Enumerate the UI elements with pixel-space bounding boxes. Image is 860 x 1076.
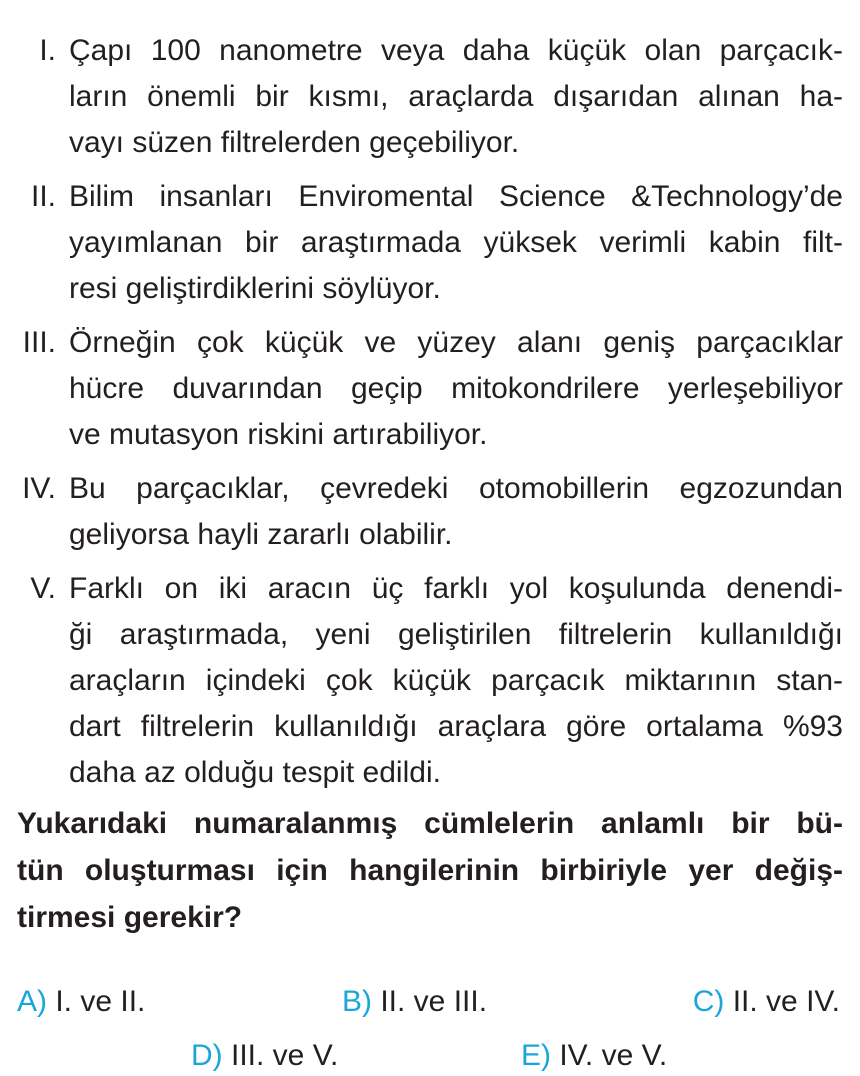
option-text: III. ve V. <box>231 1039 339 1072</box>
option-text: I. ve II. <box>55 985 146 1018</box>
option-text: IV. ve V. <box>559 1039 668 1072</box>
statement-line: geliyorsa hayli zararlı olabilir. <box>69 518 453 551</box>
question-line: tün oluşturması için hangilerinin birbiriyle yer değiş- <box>17 854 843 887</box>
statement-line: yayımlanan bir araştırmada yüksek verimli kabin filt- <box>69 226 843 259</box>
option-letter: A) <box>17 985 47 1018</box>
option-text: II. ve IV. <box>732 985 840 1018</box>
statement-line: Bilim insanları Enviromental Science &Technology’de <box>69 180 843 213</box>
option-c[interactable] <box>693 982 840 1022</box>
option-a[interactable] <box>17 982 145 1022</box>
option-letter: E) <box>521 1039 551 1072</box>
statement-line: ların önemli bir kısmı, araçlarda dışarıdan alınan ha- <box>69 80 843 113</box>
statement-line: vayı süzen filtrelerden geçebiliyor. <box>69 126 520 159</box>
option-letter: C) <box>692 985 725 1018</box>
option-text: II. ve III. <box>380 985 488 1018</box>
option-b[interactable] <box>342 982 487 1022</box>
option-letter: D) <box>191 1039 223 1072</box>
statement-number: III. <box>22 326 56 359</box>
option-e[interactable] <box>521 1036 667 1076</box>
statement-1 <box>0 28 860 166</box>
statement-line: ği araştırmada, yeni geliştirilen filtrelerin kullanıldığı <box>69 618 843 651</box>
statement-line: resi geliştirdiklerini söylüyor. <box>69 272 441 305</box>
statement-line: hücre duvarından geçip mitokondrilere yerleşebiliyor <box>69 372 843 405</box>
statement-number: V. <box>30 572 56 605</box>
question-line: Yukarıdaki numaralanmış cümlelerin anlamlı bir bü- <box>17 807 843 840</box>
question-line: tirmesi gerekir? <box>17 901 243 934</box>
statement-4 <box>0 466 860 558</box>
statement-line: dart filtrelerin kullanıldığı araçlara göre ortalama %93 <box>69 710 843 743</box>
statement-line: daha az olduğu tespit edildi. <box>69 756 441 789</box>
statement-line: araçların içindeki çok küçük parçacık miktarının stan- <box>69 664 843 697</box>
numbered-statements <box>0 28 860 804</box>
option-d[interactable] <box>191 1036 338 1076</box>
statement-line: Farklı on iki aracın üç farklı yol koşulunda denendi- <box>69 572 843 605</box>
statement-line: Çapı 100 nanometre veya daha küçük olan parçacık- <box>69 34 843 67</box>
statement-3 <box>0 320 860 458</box>
statement-number: I. <box>39 34 56 67</box>
statement-5 <box>0 566 860 796</box>
question-stem <box>17 800 843 941</box>
statement-line: Örneğin çok küçük ve yüzey alanı geniş parçacıklar <box>69 326 843 359</box>
statement-line: Bu parçacıklar, çevredeki otomobillerin egzozundan <box>69 472 843 505</box>
statement-number: II. <box>30 180 56 213</box>
option-letter: B) <box>342 985 372 1018</box>
statement-number: IV. <box>22 472 56 505</box>
statement-2 <box>0 174 860 312</box>
statement-line: ve mutasyon riskini artırabiliyor. <box>69 418 488 451</box>
